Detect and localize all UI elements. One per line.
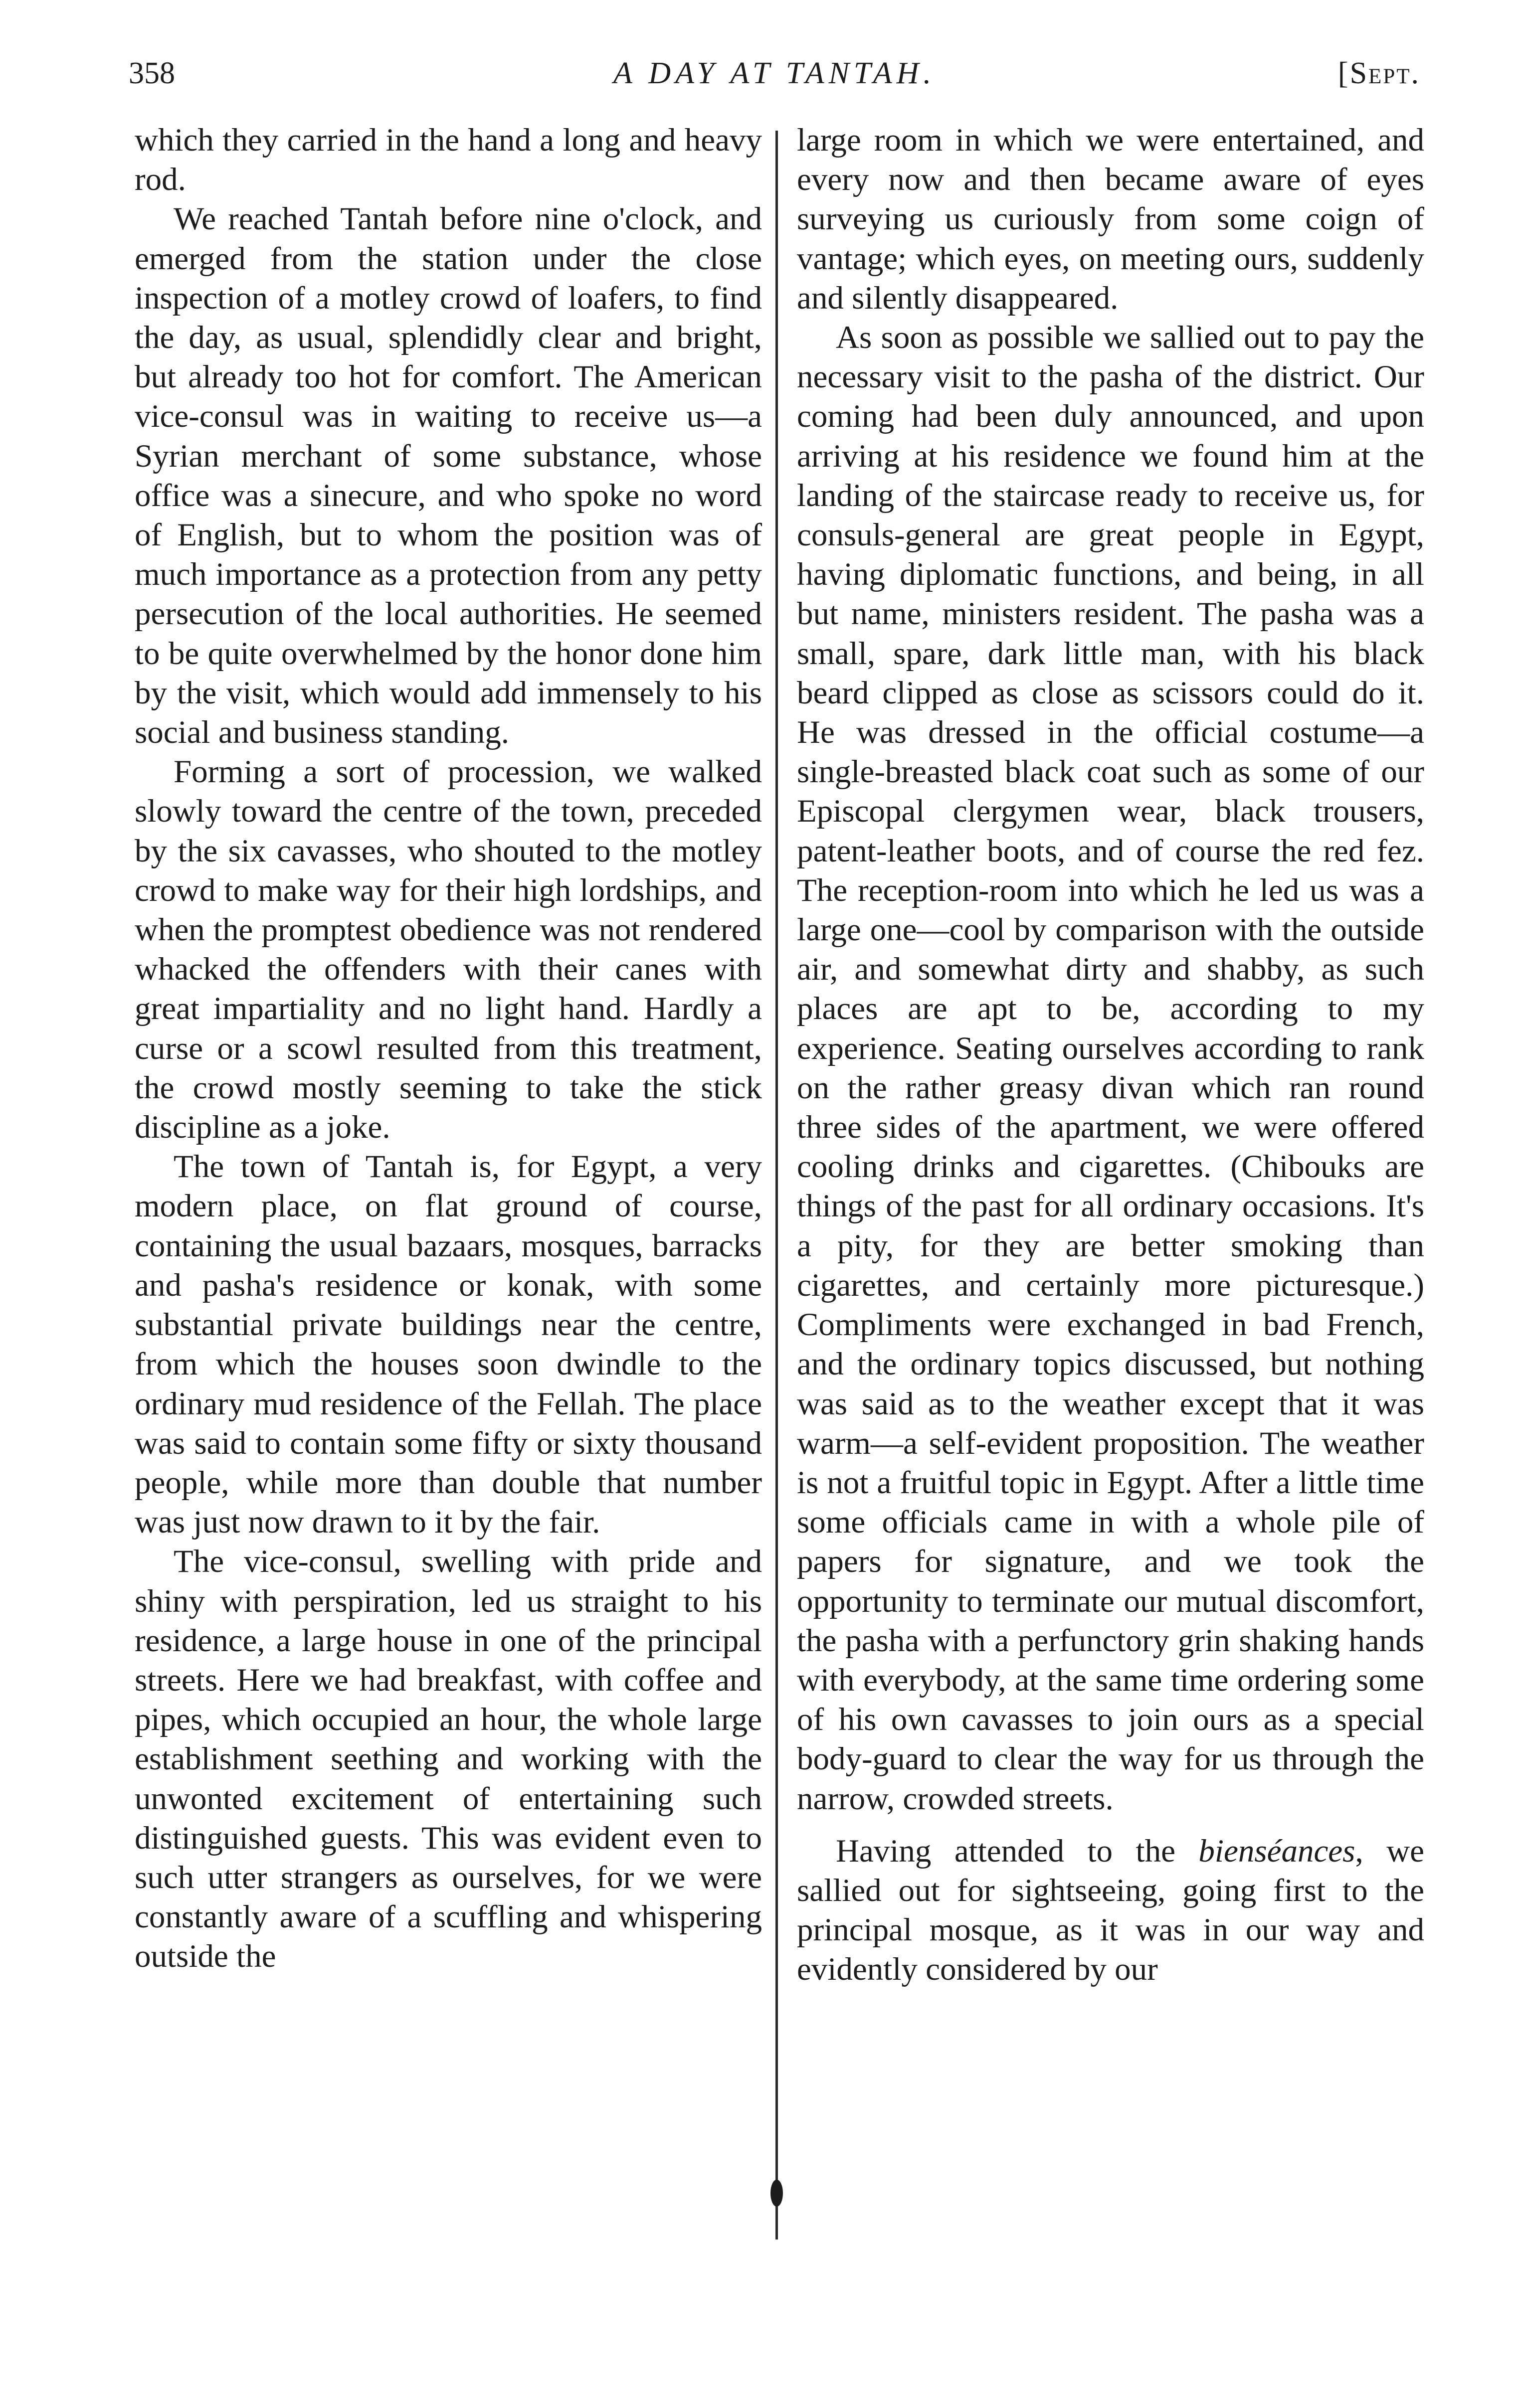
paragraph: which they carried in the hand a long and heavy rod. bbox=[135, 122, 762, 198]
page-number: 358 bbox=[129, 56, 175, 90]
running-month: [Sept. bbox=[1337, 56, 1420, 90]
right-column bbox=[797, 121, 1424, 1990]
paragraph: The vice-consul, swelling with pride and shiny with perspiration, led us straight to his residence, a large house in one of the principal streets. Here we had breakfast, with coffee and pipes, which occupied an hour, the whole large establishment seething and working with the unwonted excitement of entertaining such distinguished guests. This was evident even to such utter strangers as ourselves, for we were constantly aware of a scuffling and whispering outside the bbox=[135, 1544, 762, 1975]
paragraph: As soon as possible we sallied out to pay the necessary visit to the pasha of the district. Our coming had been duly announced, and upon arriving at his residence we found him at the landing of the staircase ready to receive us, for consuls-general are great people in Egypt, having diplomatic functions, and being, in all but name, ministers resident. The pasha was a small, spare, dark little man, with his black beard clipped as close as scissors could do it. He was dressed in the official costume—a single-breasted black coat such as some of our Episcopal clergymen wear, black trousers, patent-leather boots, and of course the red fez. The reception-room into which he led us was a large one—cool by comparison with the outside air, and somewhat dirty and shabby, as such places are apt to be, according to my experience. Seating ourselves according to rank on the rather greasy divan which ran round three sides of the apartment, we were offered cooling drinks and cigarettes. (Chibouks are things of the past for all ordinary occasions. It's a pity, for they are better smoking than cigarettes, and certainly more picturesque.) Compliments were exchanged in bad French, and the ordinary topics discussed, but nothing was said as to the weather except that it was warm—a self-evident proposition. The weather is not a fruitful topic in Egypt. After a little time some officials came in with a whole pile of papers for signature, and we took the opportunity to terminate our mutual discomfort, the pasha with a perfunctory grin shaking hands with everybody, at the same time ordering some of his own cavasses to join ours as a special body-guard to clear the way for us through the narrow, crowded streets. bbox=[797, 320, 1424, 1817]
paragraph-text: , we sallied out for sightseeing, going first to the principal mosque, as it was in our way and evidently considered by our bbox=[797, 1833, 1424, 1988]
paragraph bbox=[797, 1832, 1424, 1990]
paragraph: Forming a sort of procession, we walked slowly toward the centre of the town, preceded by the six cavasses, who shouted to the motley crowd to make way for their high lordships, and when the promptest obedience was not rendered whacked the offenders with their canes with great impartiality and no light hand. Hardly a curse or a scowl resulted from this treatment, the crowd mostly seeming to take the stick discipline as a joke. bbox=[135, 754, 762, 1146]
divider-ornament bbox=[770, 2180, 783, 2207]
left-column bbox=[135, 121, 762, 1977]
page-header bbox=[129, 46, 1420, 101]
running-title: A DAY AT TANTAH. bbox=[613, 56, 936, 90]
paragraph-text: Having attended to the bbox=[836, 1833, 1199, 1869]
italic-term: bienséances bbox=[1198, 1833, 1355, 1869]
paragraph: We reached Tantah before nine o'clock, and emerged from the station under the close inspection of a motley crowd of loafers, to find the day, as usual, splendidly clear and bright, but already too hot for comfort. The American vice-consul was in waiting to receive us—a Syrian merchant of some substance, whose office was a sinecure, and who spoke no word of English, but to whom the position was of much importance as a protection from any petty persecution of the local authorities. He seemed to be quite overwhelmed by the honor done him by the visit, which would add immensely to his social and business standing. bbox=[135, 201, 762, 751]
paragraph: large room in which we were entertained, and every now and then became aware of eyes surveying us curiously from some coign of vantage; which eyes, on meeting ours, suddenly and silently disappeared. bbox=[797, 122, 1424, 316]
paragraph: The town of Tantah is, for Egypt, a very modern place, on flat ground of course, containing the usual bazaars, mosques, barracks and pasha's residence or konak, with some substantial private buildings near the centre, from which the houses soon dwindle to the ordinary mud residence of the Fellah. The place was said to contain some fifty or sixty thousand people, while more than double that number was just now drawn to it by the fair. bbox=[135, 1149, 762, 1541]
column-divider bbox=[775, 131, 778, 2239]
